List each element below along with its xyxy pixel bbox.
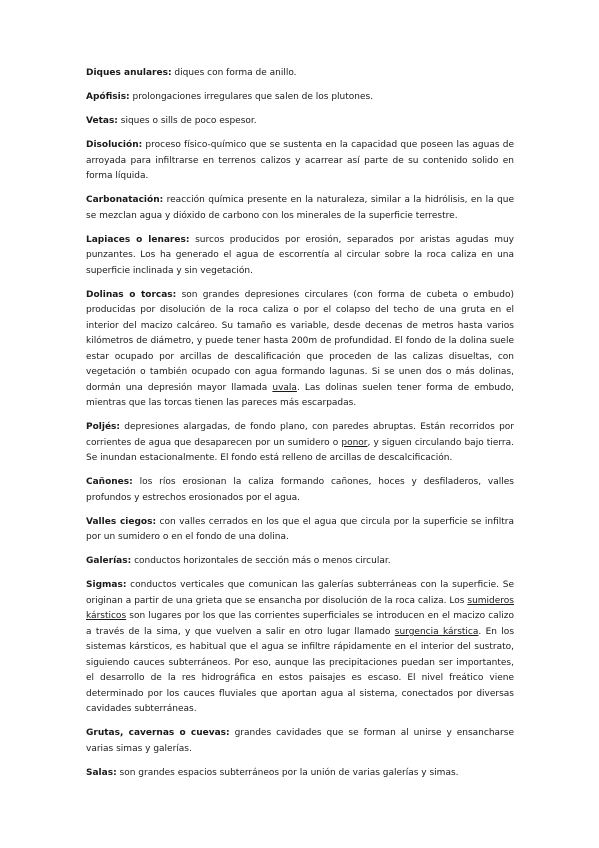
definition: son grandes depresiones circulares (con forma de cubeta o embudo) producidas por disolución de la roca caliza o por el colapso del techo de una gruta en el interior del macizo calcáreo. Su tamaño es variable, desde decenas de metros hasta varios kilómetros de diámetro, y puede tener hasta 200m de profundidad. El fondo de la dolina suele estar ocupado por arcillas de descalificación que proceden de las calizas disueltas, con vegetación o también ocupado con agua formando lagunas. Si se unen dos o más dolinas, dormán una depresión mayor llamada <box>86 289 514 393</box>
term: Diques anulares: <box>86 68 172 78</box>
term: Cañones: <box>86 477 133 487</box>
glossary-entry <box>86 578 514 718</box>
glossary-entry <box>86 114 514 130</box>
definition: los ríos erosionan la caliza formando cañones, hoces y desfiladeros, valles profundos y estrechos erosionados por el agua. <box>86 477 514 503</box>
term: Valles ciegos: <box>86 516 157 527</box>
definition: reacción química presente en la naturaleza, similar a la hidrólisis, en la que se mezclan agua y dióxido de carbono con los minerales de la superficie terrestre. <box>86 195 514 221</box>
term: Sigmas: <box>86 580 127 590</box>
glossary-entry <box>86 90 514 106</box>
definition: son lugares por los que las corrientes superficiales se introducen en el macizo calizo a través de la sima, y que vuelven a salir en otro lugar llamado <box>86 611 514 637</box>
definition: siques o sills de poco espesor. <box>117 116 257 126</box>
term: Dolinas o torcas: <box>86 289 177 300</box>
term: Lapiaces o lenares: <box>86 234 190 245</box>
term: Galerías: <box>86 556 132 566</box>
definition: depresiones alargadas, de fondo plano, con paredes abruptas. Están recorridos por corrientes de agua que desaparecen por un sumidero o <box>86 422 514 448</box>
term: Carbonatación: <box>86 195 164 205</box>
glossary-entry <box>86 193 514 224</box>
term: Poljés: <box>86 422 121 432</box>
definition: con valles cerrados en los que el agua que circula por la superficie se infiltra por un sumidero o en el fondo de una dolina. <box>86 516 514 542</box>
glossary-entry <box>86 420 514 467</box>
underlined-term: surgencia kárstica <box>394 626 479 637</box>
glossary-entry <box>86 515 514 546</box>
definition: . Las dolinas suelen tener forma de embudo, mientras que las torcas tienen las pareces más escarpadas. <box>86 382 515 408</box>
underlined-term: sumideros kársticos <box>86 595 514 621</box>
definition: son grandes espacios subterráneos por la unión de varias galerías y simas. <box>116 767 459 778</box>
term: Vetas: <box>86 116 118 126</box>
term: Salas: <box>86 767 117 778</box>
glossary-entry <box>86 288 514 412</box>
glossary-entry <box>86 726 514 757</box>
term: Disolución: <box>86 140 143 150</box>
glossary-entry <box>86 233 514 280</box>
glossary-entry <box>86 766 514 782</box>
glossary-entry <box>86 554 514 570</box>
definition: proceso físico-químico que se sustenta en la capacidad que poseen las aguas de arroyada para infiltrarse en terrenos calizos y acarrear así parte de su contenido solido en forma líquida. <box>86 140 514 181</box>
definition: conductos horizontales de sección más o menos circular. <box>131 556 391 566</box>
term: Apófisis: <box>86 92 130 102</box>
underlined-term: ponor <box>341 437 368 448</box>
definition: grandes cavidades que se forman al unirse y ensancharse varias simas y galerías. <box>86 728 514 754</box>
definition: , y siguen circulando bajo tierra. Se inundan estacionalmente. El fondo está relleno de arcillas de descalcificación. <box>86 437 514 463</box>
definition: surcos producidos por erosión, separados por aristas agudas muy punzantes. Los ha generado el agua de escorrentía al circular sobre la roca caliza en una superficie inclinada y sin vegetación. <box>86 234 514 276</box>
term: Grutas, cavernas o cuevas: <box>86 728 230 738</box>
definition: diques con forma de anillo. <box>171 68 297 78</box>
document-page <box>86 66 514 790</box>
glossary-entry <box>86 138 514 185</box>
underlined-term: uvala <box>272 382 297 393</box>
glossary-entry <box>86 475 514 506</box>
definition: conductos verticales que comunican las galerías subterráneas con la superficie. Se originan a partir de una grieta que se ensancha por disolución de la roca caliza. Los <box>86 580 514 606</box>
definition: . En los sistemas kársticos, es habitual que el agua se infiltre rápidamente en el interior del sustrato, siguiendo cauces subterráneos. Por eso, aunque las precipitaciones puedan ser importantes, el desarrollo de la res hidrográfica en estos paisajes es escaso. El nivel freático viene determinado por los cauces fluviales que aportan agua al sistema, conectados por diversas cavidades subterráneas. <box>86 626 515 714</box>
definition: prolongaciones irregulares que salen de los plutones. <box>129 92 374 102</box>
glossary-entry <box>86 66 514 82</box>
